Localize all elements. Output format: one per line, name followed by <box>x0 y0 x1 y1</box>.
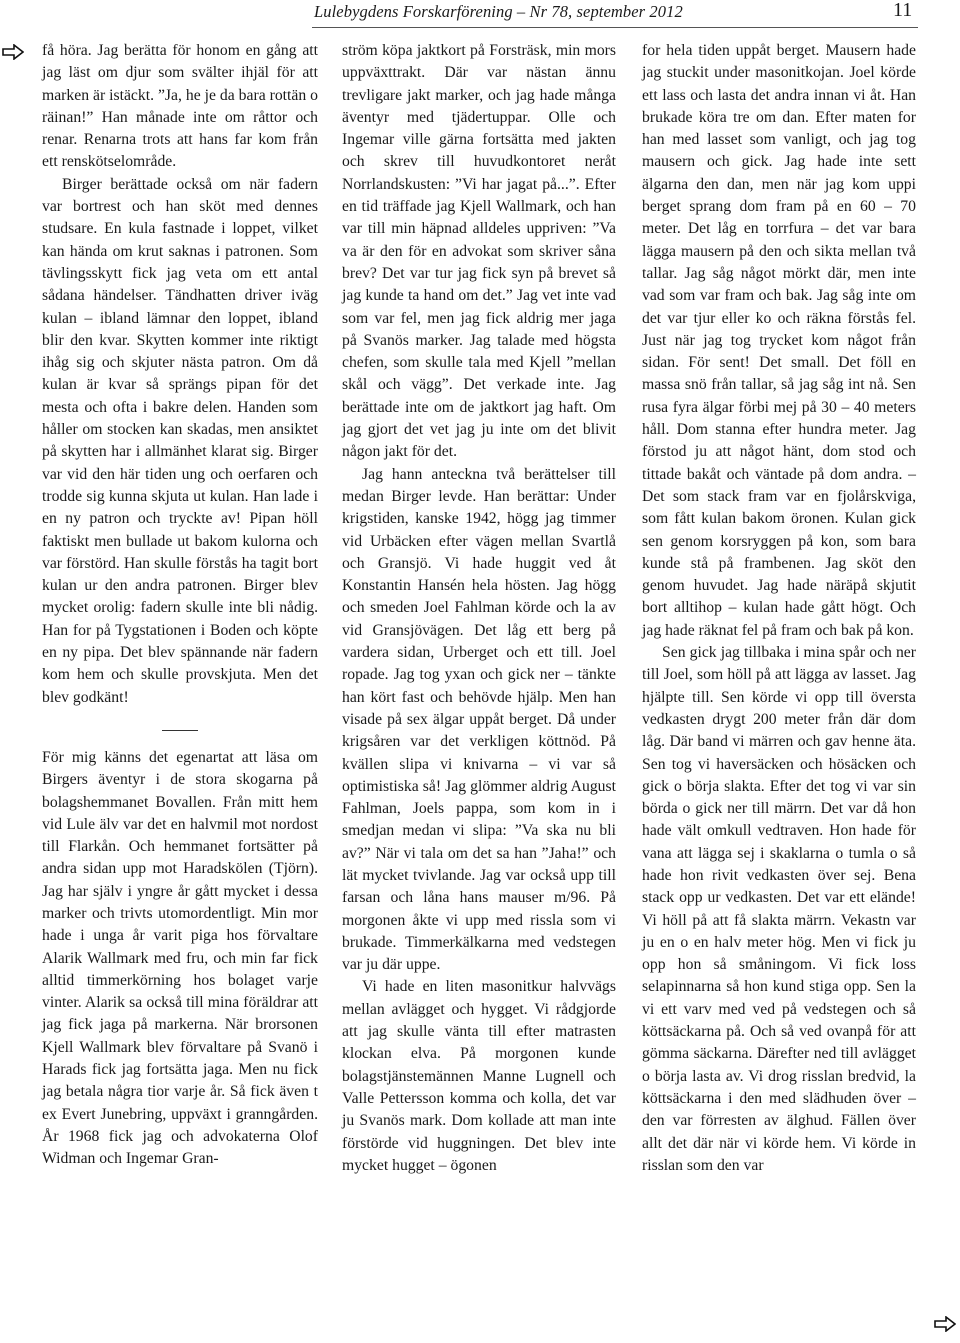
text-column-1 <box>42 40 318 1171</box>
right-arrow-icon <box>2 44 24 60</box>
paragraph: Jag hann anteckna två berättelser till medan Birger levde. Han berättar: Under krigstiden, kanske 1942, högg jag timmer vid Urbäcken efter vägen mellan Svartlå och Gransjö. Vi hade huggit ved åt Konstantin Hansén hela hösten. Jag högg och smeden Joel Fahlman körde och la av vid Gransjövägen. Det låg ett berg på vardera sidan, Urberget och ett till. Joel ropade. Jag tog yxan och gick ner – tänkte han kört fast och behövde hjälp. Men han visade på sex älgar uppåt berget. Då under krigsåren var det verkligen köttnöd. På kvällen slipa vi knivarna – vi var så optimistiska så! Jag glömmer aldrig August Fahlman, Joels pappa, som kom in i smedjan medan vi slipa: ”Va ska nu bli av?” När vi tala om det sa han ”Jaha!” och lät mycket tvivlande. Jag var också upp till farsan och låna hans mauser m/96. På morgonen åkte vi upp med rissla som vi brukade. Timmerkälkarna med vedstegen var ju där uppe. <box>342 465 616 974</box>
journal-title: Lulebygdens Forskarförening – Nr 78, september 2012 <box>314 2 683 21</box>
paragraph: För mig känns det egenartat att läsa om Birgers äventyr i de stora skogarna på bolagshemmanet Bovallen. Från mitt hem vid Lule älv var det en halvmil mot nordost till Flarkån. Och hemmanet fortsätter på andra sidan upp mot Haradskölen (Tjörn). Jag har själv i yngre år gått mycket i dessa marker och trivts utomordentligt. Min mor hade i unga år varit piga hos förvaltare Alarik Wallmark med fru, och min far fick alltid timmerkörning hos bolaget varje vinter. Alarik sa också till mina föräldrar att jag fick jaga på markerna. När brorsonen Kjell Wallmark blev förvaltare på Svanö i Harads fick jag fortsätta jaga. Men nu fick jag betala några tior varje år. Så fick även t ex Evert Junebring, uppväxt i granngården. År 1968 fick jag och advokaterna Olof Widman och Ingemar Gran- <box>42 748 318 1168</box>
paragraph: få höra. Jag berätta för honom en gång att jag läst om djur som svälter ihjäl för att marken är istäckt. ”Ja, he je da bara rottän o räinan!” Han månade inte om råttor och renar. Renarna trots att hans far kom från ett renskötselområde. <box>42 42 318 171</box>
paragraph: Sen gick jag tillbaka i mina spår och ner till Joel, som höll på att lägga av lasset. Jag hjälpte till. Sen körde vi opp till översta vedkasten drygt 200 meter från där dom låg. Där band vi märren och gav henne äta. Sen tog vi haversäcken och hösäcken och gick o börja slakta. Efter det tog vi var sin börda o gick ner till märrn. Det var då hon hade vält omkull vedtraven. Hon hade för vana att lägga sej i skaklarna o tumla o så hade hon rivit vedkasten över sej. Bena stack opp ur vedkasten. Det var ett elände! Vi höll på att få slakta märrn. Vekastn var ju en o en halv meter hög. Men vi fick ju opp hon så småningom. Vi fick loss selapinnarna så hon kund stiga opp. Sen la vi ett varv med ved på vedstegen och så köttsäckarna på. Och så ved ovanpå för att gömma säckarna. Därefter ned till avlägget o börja lasta av. Vi drog risslan bredvid, la köttsäckarna i den med slädhuden över – den var förresten av älghud. Fällen över allt det där när vi körde hem. Vi körde in risslan som den var <box>642 644 916 1174</box>
text-column-3 <box>642 40 916 1177</box>
paragraph: ström köpa jaktkort på Forsträsk, min mors uppväxttrakt. Där var nästan ännu trevligare jakt marker, och jag hade många äventyr med tjädertuppar. Olle och Ingemar ville gärna fortsätta med jakten och skrev till huvudkontoret neråt Norrlandskusten: ”Vi har jagat på...”. Efter en tid träffade jag Kjell Wallmark, och han var till min häpnad alldeles uppriven: ”Va va är den för en advokat som skriver såna brev? Det var tur jag fick syn på brevet så jag kunde ta hand om det.” Jag vet inte vad som var fel, men jag fick aldrig mer jaga på Svanös marker. Jag talade med högsta chefen, som skulle tala med Kjell ”mellan skål och vägg”. Det verkade inte. Jag berättade inte om de jaktkort jag haft. Om jag gjort det vet jag ju inte om det blivit någon jakt för det. <box>342 42 616 461</box>
paragraph: for hela tiden uppåt berget. Mausern hade jag stuckit under masonitkojan. Joel körde ett lass och lasta det andra innan vi åt. Han brukade köra tre om dan. Efter maten for han med lasset som vanligt, och jag tog mausern och gick. Jag hade inte sett älgarna den dan, men när jag kom uppi berget sprang dom fram på en 60 – 70 meter. Det låg en torrfura – det var bara lägga mausern på den och sikta mellan två tallar. Jag såg något mörkt där, men inte vad som var fram och bak. Jag såg inte om det var tjur eller ko och räkna förstås fel. Just när jag tog trycket kom något från sidan. För sent! Det small. Det föll en massa snö från tallar, så jag såg int nå. Sen rusa fyra älgar förbi mej på 30 – 40 meters håll. Dom stanna efter hundra meter. Jag förstod ju att något hänt, dom stod och tittade bakåt och väntade på dom andra. – Det som stack fram var en fjolårskviga, som fått kulan bakom öronen. Kulan gick sen genom korsryggen på kon, som bara kunde stå på frambenen. Jag sköt den genom huvudet. Jag hade näräpå skjutit bort alltihop – kulan hade gått högt. Och jag hade räknat fel på fram och bak på kon. <box>642 42 916 639</box>
page-number: 11 <box>893 0 913 21</box>
page-header <box>0 0 960 30</box>
text-column-2 <box>342 40 616 1177</box>
paragraph: Birger berättade också om när fadern var bortrest och han sköt med dennes studsare. En kula fastnade i loppet, vilket kan hända om krut saknas i patronen. Som tävlingsskytt fick jag veta om ett antal sådana händelser. Tändhatten driver iväg kulan – ibland lämnar den loppet, ibland blir den kvar. Skytten kommer inte riktigt ihåg sig och skjuter nästa patron. Om då kulan är kvar så sprängs pipan för det mesta och ofta i bakre delen. Handen som håller om stocken kan skadas, men ansiktet på skytten har i allmänhet klarat sig. Birger var vid den här tiden ung och oerfaren och trodde sig kunna skjuta ut kulan. Han lade i en ny patron och tryckte av! Pipan höll faktiskt men bullade ut bakom kulorna och var förstörd. Han skulle förstås ha tagit bort kulan ur den andra patronen. Birger blev mycket orolig: fadern skulle inte bli nådig. Han for på Tygstationen i Boden och köpte en ny pipa. Det blev spännande när fadern kom hem och skulle provskjuta. Men det blev godkänt! <box>42 175 318 706</box>
section-separator <box>42 719 318 741</box>
paragraph: Vi hade en liten masonitkur halvvägs mellan avlägget och hygget. Vi rådgjorde att jag skulle vänta till efter matrasten klockan elva. På morgonen kunde bolagstjänstemännen Manne Lugnell och Valle Pettersson komma och kolla, det var ju Svanös mark. Dom kollade att man inte förstörde vid huggningen. Det blev inte mycket hugget – ögonen <box>342 978 616 1174</box>
header-divider <box>312 27 918 28</box>
right-arrow-icon <box>934 1316 956 1332</box>
